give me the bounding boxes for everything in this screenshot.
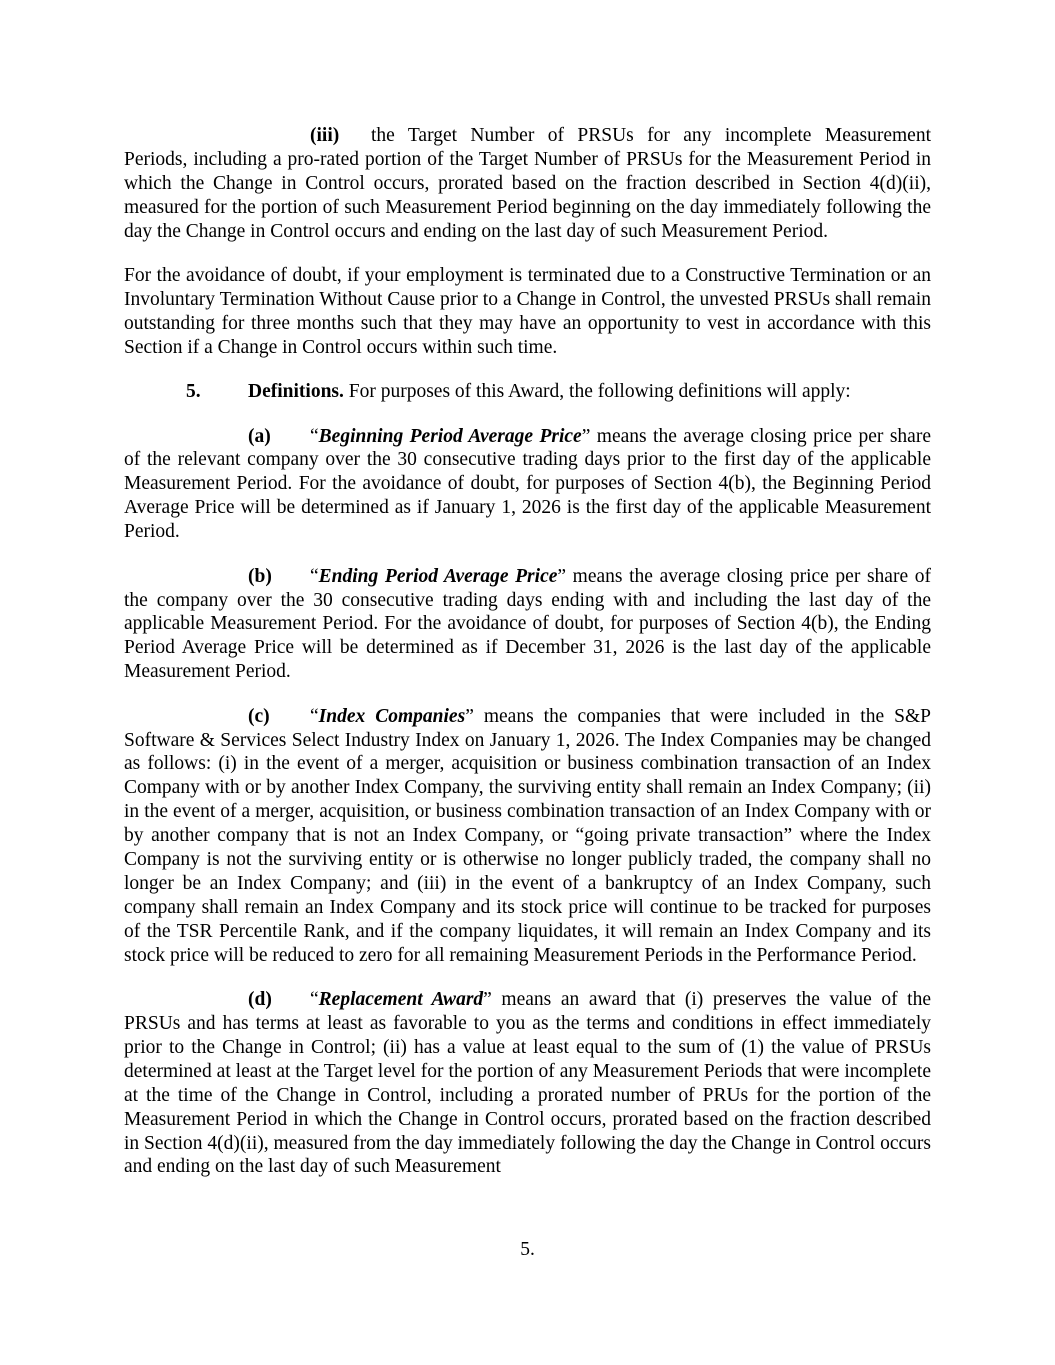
defined-term: Replacement Award xyxy=(318,989,484,1011)
paragraph-iii xyxy=(124,124,931,244)
document-page xyxy=(124,124,931,1200)
defined-term: Beginning Period Average Price xyxy=(318,425,582,447)
definition-b xyxy=(124,565,931,685)
definition-marker: (b) xyxy=(248,565,272,587)
definition-text: ” means the average closing price per share of the company over the 30 consecutive trading days ending with and including the last day of the applicable Measurement Period. For the avoidance of doubt, for purposes of Section 4(b), the Ending Period Average Price will be determined as if December 31, 2026 is the last day of the applicable Measurement Period. xyxy=(124,565,931,683)
definition-d xyxy=(124,988,931,1179)
definition-text: ” means an award that (i) preserves the value of the PRSUs and has terms at least as favorable to you as the terms and conditions in effect immediately prior to the Change in Control; (ii) has a value at least equal to the sum of (1) the value of PRSUs determined at least at the Target level for the portion of any Measurement Periods that were incomplete at the time of the Change in Control, including a prorated number of PRUs for the portion of the Measurement Period in which the Change in Control occurs, prorated based on the fraction described in Section 4(d)(ii), measured from the day immediately following the day the Change in Control occurs and ending on the last day of such Measurement xyxy=(124,989,931,1178)
definition-a xyxy=(124,425,931,545)
open-quote: “ xyxy=(310,989,319,1011)
section-number: 5. xyxy=(186,381,201,403)
defined-term: Ending Period Average Price xyxy=(318,565,558,587)
definition-marker: (c) xyxy=(248,705,270,727)
page-number: 5. xyxy=(520,1239,535,1260)
section-5-heading-paragraph xyxy=(124,380,931,404)
definition-c xyxy=(124,705,931,968)
paragraph-avoidance: For the avoidance of doubt, if your employment is terminated due to a Constructive Termination or an Involuntary Termination Without Cause prior to a Change in Control, the unvested PRSUs shall remain outstanding for three months such that they may have an opportunity to vest in accordance with this Section if a Change in Control occurs within such time. xyxy=(124,265,931,358)
defined-term: Index Companies xyxy=(318,705,466,727)
paragraph-text: the Target Number of PRSUs for any incomplete Measurement Periods, including a pro-rated portion of the Target Number of PRSUs for the Measurement Period in which the Change in Control occurs, prorated based on the fraction described in Section 4(d)(ii), measured for the portion of such Measurement Period beginning on the day immediately following the day the Change in Control occurs and ending on the last day of such Measurement Period. xyxy=(124,125,931,242)
definition-marker: (d) xyxy=(248,989,272,1011)
definition-text: ” means the average closing price per share of the relevant company over the 30 consecutive trading days prior to the first day of the applicable Measurement Period. For the avoidance of doubt, for purposes of Section 4(b), the Beginning Period Average Price will be determined as if January 1, 2026 is the first day of the applicable Measurement Period. xyxy=(124,425,931,543)
section-heading: Definitions. xyxy=(248,381,344,403)
section-intro-text: For purposes of this Award, the following definitions will apply: xyxy=(343,381,851,403)
paragraph-marker: (iii) xyxy=(310,125,340,146)
open-quote: “ xyxy=(310,705,319,727)
definition-text: ” means the companies that were included in the S&P Software & Services Select Industry Index on January 1, 2026. The Index Companies may be changed as follows: (i) in the event of a merger, acquisition or business combination transaction of an Index Company with or by another Index Company, the surviving entity shall remain an Index Company; (ii) in the event of a merger, acquisition, or business combination transaction of an Index Company with or by another company that is not an Index Company, or “going private transaction” where the Index Company is not the surviving entity or is otherwise no longer publicly traded, the company shall no longer be an Index Company; and (iii) in the event of a bankruptcy of an Index Company, such company shall remain an Index Company and its stock price will continue to be tracked for purposes of the TSR Percentile Rank, and if the company liquidates, it will remain an Index Company and its stock price will be reduced to zero for all remaining Measurement Periods in the Performance Period. xyxy=(124,705,931,966)
definition-marker: (a) xyxy=(248,425,271,447)
open-quote: “ xyxy=(310,565,319,587)
open-quote: “ xyxy=(310,425,319,447)
